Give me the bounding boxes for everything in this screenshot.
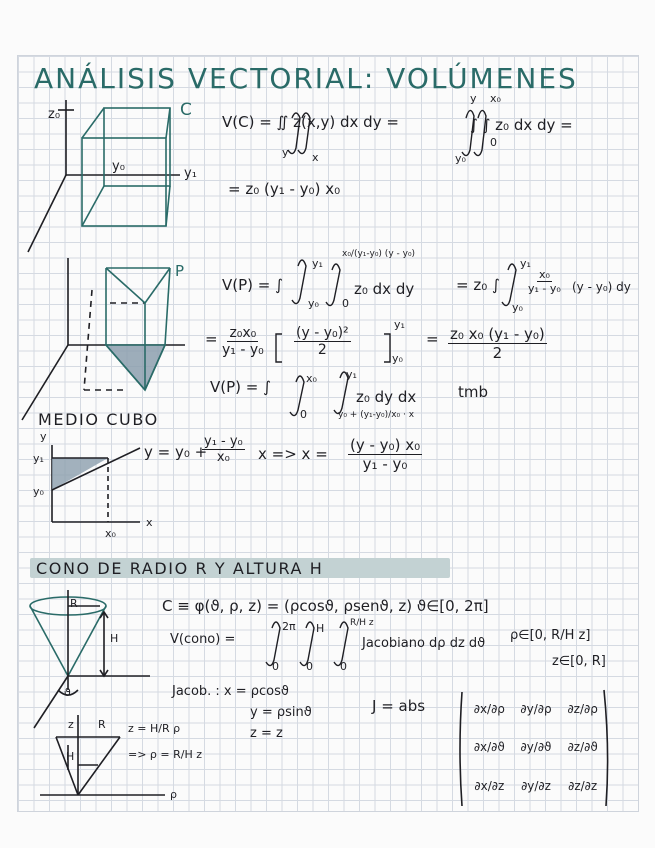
- matrix-cell: ∂x/∂z: [474, 778, 505, 793]
- cone-vol-lim3-top: R/H z: [350, 618, 374, 628]
- prism-line3-note: tmb: [458, 383, 489, 401]
- half-cube-figure: [52, 445, 140, 522]
- cube-lim-y0: y₀: [455, 152, 466, 165]
- prism-line3-inner-bot: y₀ + (y₁-y₀)/x₀ · x: [338, 410, 415, 420]
- cone-jacob-z: z = z: [250, 726, 283, 741]
- prism-frac-b-den: y₁ - y₀: [528, 282, 561, 295]
- half-cube-axis-x0: x₀: [105, 527, 116, 540]
- cone-label-theta: ϑ: [64, 686, 71, 699]
- prism-res-den: 2: [492, 344, 503, 362]
- prism-lim-b-bot: y₀: [512, 301, 523, 314]
- cube-lim-0: 0: [490, 136, 497, 149]
- prism-lim-a-bot: y₀: [308, 297, 319, 310]
- cube-axis-z: z₀: [48, 107, 61, 122]
- prism-frac2-num: z₀x₀: [229, 325, 257, 341]
- cone-vol-label: V(cono) =: [170, 632, 236, 647]
- prism-lim-b-top: y₁: [520, 257, 531, 270]
- half-cube-eq1-num: y₁ - y₀: [204, 434, 243, 449]
- prism-box: [106, 268, 170, 390]
- prism-line2-eq: =: [205, 330, 218, 348]
- prism-formula-a: V(P) = ∫: [222, 276, 283, 294]
- cone-vol-lim1-top: 2π: [282, 620, 296, 633]
- prism-integrand-b: (y - y₀) dy: [572, 280, 631, 294]
- prism-bracket-top: y₁: [394, 318, 405, 331]
- cube-formula-b: ∫ ∫ z₀ dx dy =: [470, 116, 573, 134]
- cone-vol-lim2-top: H: [316, 622, 325, 635]
- cube-lim-y1: y: [470, 92, 477, 105]
- prism-line3: V(P) = ∫: [210, 378, 271, 396]
- half-cube-axis-y1: y₁: [33, 452, 44, 465]
- cone-axes: [34, 590, 150, 728]
- half-cube-eq2-frac: [348, 436, 422, 473]
- prism-inner-a-top: x₀/(y₁-y₀) (y - y₀): [342, 249, 416, 259]
- prism-frac-b-num: x₀: [538, 268, 550, 281]
- half-cube-eq1: y = y₀ +: [144, 443, 208, 461]
- cone-vol-integrand: Jacobiano dρ dz dϑ: [362, 636, 486, 651]
- cone-label-h: H: [110, 632, 119, 645]
- prism-frac2-den: y₁ - y₀: [222, 342, 264, 358]
- cube-axis-y1: y₁: [184, 166, 197, 181]
- cone-coords: C ≡ φ(ϑ, ρ, z) = (ρcosϑ, ρsenϑ, z) ϑ∈[0, 2π]: [162, 597, 489, 615]
- cube-formula-a: V(C) = ∬ z(x,y) dx dy =: [222, 113, 399, 131]
- prism-result: [448, 325, 547, 362]
- prism-res-num: z₀ x₀ (y₁ - y₀): [450, 325, 545, 343]
- prism-bracket-den: 2: [317, 342, 327, 358]
- cone-heading: CONO DE RADIO R Y ALTURA H: [36, 559, 324, 578]
- cone-jacob-x: Jacob. : x = ρcosϑ: [172, 684, 289, 699]
- prism-bracket-frac: [294, 325, 351, 358]
- cone-z-range: z∈[0, R]: [552, 654, 606, 669]
- half-cube-eq1-frac: [202, 434, 245, 465]
- half-cube-eq1-den: x₀: [216, 450, 230, 465]
- prism-line3-bot: 0: [300, 408, 307, 421]
- cube-lim-x: x: [312, 151, 319, 164]
- half-cube-eq2-num: (y - y₀) x₀: [350, 436, 421, 454]
- half-cube-heading: MEDIO CUBO: [38, 410, 159, 429]
- tri-label-rho: ρ: [170, 788, 177, 801]
- matrix-cell: ∂z/∂ϑ: [567, 740, 598, 755]
- tri-eq2: => ρ = R/H z: [128, 748, 203, 761]
- matrix-cell: ∂x/∂ϑ: [473, 740, 505, 755]
- prism-label-p: P: [175, 262, 185, 280]
- prism-integrand-a: z₀ dx dy: [354, 280, 415, 298]
- page-title: ANÁLISIS VECTORIAL: VOLÚMENES: [34, 62, 578, 95]
- cone-J-label: J = abs: [372, 697, 426, 715]
- half-cube-axis-y: y: [40, 430, 47, 443]
- half-cube-eq1-tail: x => x =: [258, 445, 328, 463]
- cone-vol-lim3-bot: 0: [340, 660, 347, 673]
- prism-frac2: [222, 325, 264, 358]
- half-cube-eq2-den: y₁ - y₀: [362, 455, 408, 473]
- cube-lim-y: y: [282, 146, 289, 159]
- half-cube-axis-y0: y₀: [33, 485, 44, 498]
- prism-line3-integrand: z₀ dy dx: [356, 388, 417, 406]
- tri-label-z: z: [68, 718, 74, 731]
- matrix-cell: ∂y/∂ρ: [520, 702, 552, 717]
- matrix-cell: ∂y/∂z: [521, 778, 551, 793]
- prism-line3-inner-top: y₁: [346, 368, 357, 381]
- prism-bracket-num: (y - y₀)²: [296, 325, 349, 341]
- matrix-cell: ∂x/∂ρ: [473, 702, 505, 717]
- prism-inner-a-bot: 0: [342, 297, 349, 310]
- cone-vol-lim2-bot: 0: [306, 660, 313, 673]
- cone-vol-lim1-bot: 0: [272, 660, 279, 673]
- prism-line3-top: x₀: [306, 372, 317, 385]
- prism-frac-b: [528, 268, 561, 295]
- prism-bracket-bot: y₀: [392, 352, 403, 365]
- cube-formula-c: = z₀ (y₁ - y₀) x₀: [228, 180, 341, 198]
- tri-label-R: R: [98, 718, 106, 731]
- tri-eq1: z = H/R ρ: [128, 722, 181, 735]
- prism-res-eq: =: [426, 330, 439, 348]
- half-cube-axis-x: x: [146, 516, 153, 529]
- prism-formula-b: = z₀ ∫: [456, 276, 500, 294]
- cone-label-r: R: [70, 597, 78, 610]
- matrix-cell: ∂y/∂ϑ: [520, 740, 552, 755]
- cube-box: [82, 108, 170, 226]
- matrix-cell: ∂z/∂z: [568, 778, 598, 793]
- jacobian-matrix: [466, 690, 606, 805]
- cone-rho-range: ρ∈[0, R/H z]: [510, 628, 591, 643]
- matrix-cell: ∂z/∂ρ: [567, 702, 598, 717]
- tri-label-H: H: [66, 750, 75, 763]
- cube-lim-x0: x₀: [490, 92, 501, 105]
- cube-label-c: C: [180, 100, 192, 120]
- cube-axis-y0: y₀: [112, 159, 125, 174]
- prism-lim-a-top: y₁: [312, 257, 323, 270]
- cone-jacob-y: y = ρsinϑ: [250, 705, 312, 720]
